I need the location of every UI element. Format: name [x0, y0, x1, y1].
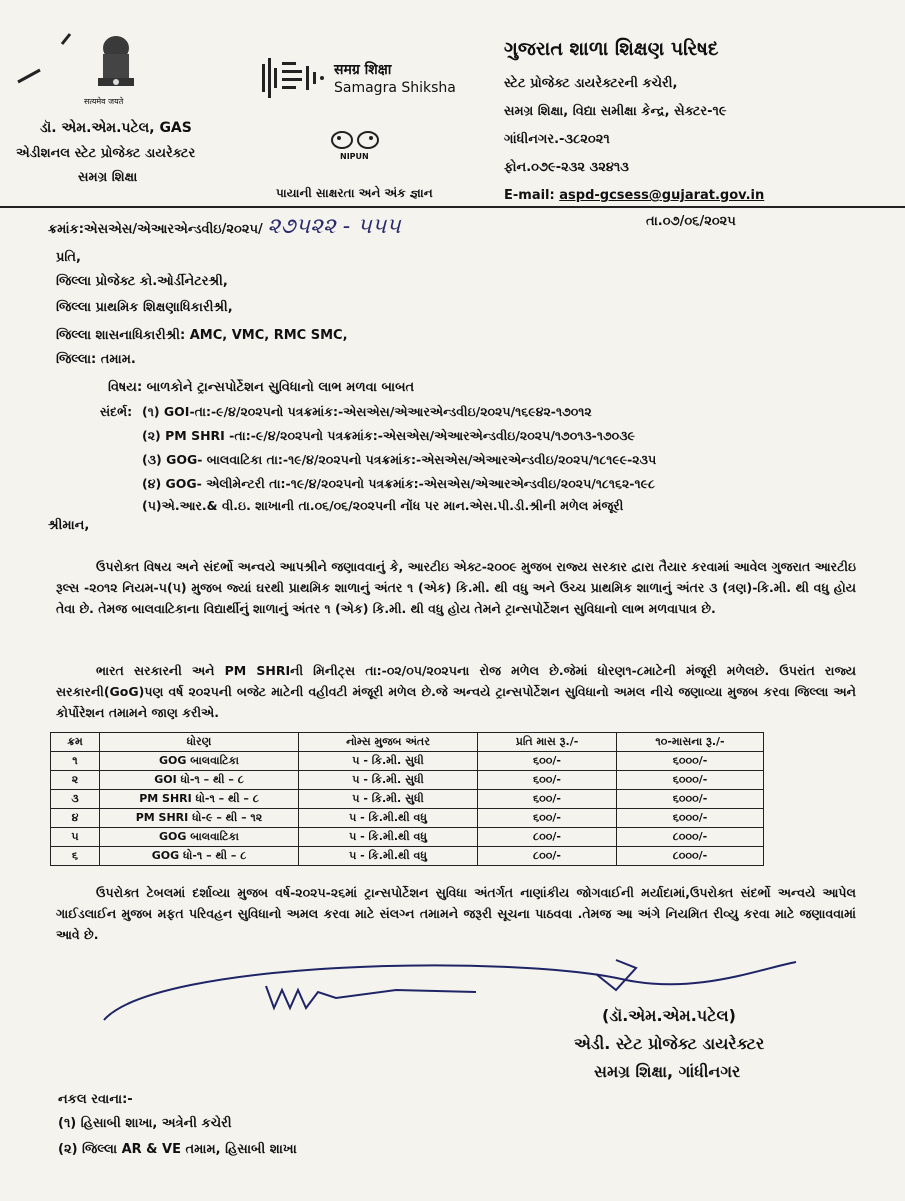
cell-standard: GOI ધો-૧ – થી – ૮	[100, 771, 299, 790]
national-emblem-icon	[86, 34, 146, 104]
address-line3: ગાંધીનગર.-૩૮૨૦૨૧	[504, 132, 610, 147]
table-header-row	[51, 733, 764, 752]
copy-2: (૨) જિલ્લા AR & VE તમામ, હિસાબી શાખા	[58, 1142, 297, 1157]
signatory-title: એડી. સ્ટેટ પ્રોજેક્ટ ડાયરેક્ટર	[574, 1034, 765, 1053]
table-row	[51, 809, 764, 828]
ref-no-printed: ક્રમાંક:એસએસ/એઆરએન્ડવીઇ/૨૦૨૫/	[48, 222, 263, 237]
copy-1: (૧) હિસાબી શાખા, અત્રેની કચેરી	[58, 1116, 232, 1131]
cell-ten-month: ૬૦૦૦/-	[617, 752, 764, 771]
cell-serial: ૫	[51, 828, 100, 847]
cell-distance: ૫ - કિ.મી. સુધી	[299, 790, 478, 809]
samagra-shiksha-logo-icon	[258, 54, 330, 104]
pen-mark-icon	[10, 30, 80, 90]
copy-label: નકલ રવાના:-	[58, 1092, 133, 1107]
to-label: પ્રતિ,	[56, 250, 81, 265]
officer-org: સમગ્ર શિક્ષા	[78, 170, 138, 185]
logo-gujarati: समग्र शिक्षा	[334, 62, 392, 78]
cell-standard: GOG બાલવાટિકા	[100, 828, 299, 847]
recipient-2: જિલ્લા પ્રાથમિક શિક્ષણાધિકારીશ્રી,	[56, 300, 233, 315]
salutation: શ્રીમાન,	[48, 518, 90, 533]
recipient-4: જિલ્લા: તમામ.	[56, 352, 136, 367]
cell-ten-month: ૬૦૦૦/-	[617, 790, 764, 809]
cell-monthly: ૬૦૦/-	[478, 790, 617, 809]
emblem-caption: सत्यमेव जयते	[84, 97, 124, 106]
col-header-standard: ધોરણ	[100, 733, 299, 752]
cell-distance: ૫ - કિ.મી. સુધી	[299, 752, 478, 771]
subject: વિષય: બાળકોને ટ્રાન્સપોર્ટેશન સુવિધાનો લાભ મળવા બાબત	[108, 380, 415, 395]
cell-serial: ૧	[51, 752, 100, 771]
table-row	[51, 828, 764, 847]
col-header-serial: ક્રમ	[51, 733, 100, 752]
cell-serial: ૨	[51, 771, 100, 790]
cell-standard: PM SHRI ધો-૯ – થી – ૧૨	[100, 809, 299, 828]
reference-5: (૫)એ.આર.& વી.ઇ. શાખાની તા.૦૬/૦૬/૨૦૨૫ની નોંધ પર માન.એસ.પી.ડી.શ્રીની મળેલ મંજૂરી	[142, 498, 624, 513]
paragraph-2: ભારત સરકારની અને PM SHRIની મિનીટ્સ તા:-૦૨/૦૫/૨૦૨૫ના રોજ મળેલ છે.જેમાં ધોરણ૧-૮માટેની મંજૂરી મળેલછે. ઉપરાંત રાજ્ય સરકારની(GoG)પણ વર્ષ ૨૦૨૫ની બજેટ માટેની વહીવટી મંજૂરી મળેલ છે.જે અન્વયે ટ્રાન્સપોર્ટેશન સુવિધાનો અમલ નીચે જણાવ્યા મુજબ કરવા જિલ્લા અને કોર્પોરેશન તમામને જાણ કરીએ.	[56, 663, 856, 720]
table-row	[51, 771, 764, 790]
table-row	[51, 847, 764, 866]
reference-1: (૧) GOI-તા:-૯/૪/૨૦૨૫નો પત્રક્રમાંક:-એસએસ/એઆરએન્ડવીઇ/૨૦૨૫/૧૬૯૪૨-૧૭૦૧૨	[142, 404, 592, 419]
signature-scribble-icon	[96, 950, 816, 1040]
references-label: સંદર્ભ:	[100, 404, 133, 419]
cell-distance: ૫ - કિ.મી.થી વધુ	[299, 847, 478, 866]
cell-standard: GOG બાલવાટિકા	[100, 752, 299, 771]
reference-3: (૩) GOG- બાલવાટિકા તા:-૧૯/૪/૨૦૨૫નો પત્રક્રમાંક:-એસએસ/એઆરએન્ડવીઇ/૨૦૨૫/૧૮૧૯૯-૨૩૫	[142, 452, 657, 467]
cell-serial: ૩	[51, 790, 100, 809]
cell-serial: ૬	[51, 847, 100, 866]
cell-distance: ૫ - કિ.મી.થી વધુ	[299, 809, 478, 828]
col-header-monthly: પ્રતિ માસ રૂ./-	[478, 733, 617, 752]
cell-distance: ૫ - કિ.મી.થી વધુ	[299, 828, 478, 847]
letter-date: તા.૦૭/૦૬/૨૦૨૫	[646, 214, 736, 229]
cell-serial: ૪	[51, 809, 100, 828]
email-label: E-mail:	[504, 188, 555, 203]
officer-name: ડૉ. એમ.એમ.પટેલ, GAS	[40, 120, 192, 136]
header-divider	[0, 206, 905, 208]
address-line2: સમગ્ર શિક્ષા, વિદ્યા સમીક્ષા કેન્દ્ર, સેક્ટર-૧૯	[504, 104, 727, 119]
signatory-org: સમગ્ર શિક્ષા, ગાંધીનગર	[594, 1062, 741, 1081]
tagline: પાયાની સાક્ષરતા અને અંક જ્ઞાન	[276, 186, 433, 200]
recipient-1: જિલ્લા પ્રોજેક્ટ કો.ઓર્ડીનેટરશ્રી,	[56, 274, 228, 289]
cell-ten-month: ૬૦૦૦/-	[617, 771, 764, 790]
nipun-label: NIPUN	[340, 152, 369, 161]
col-header-distance: નોમ્સ મુજબ અંતર	[299, 733, 478, 752]
nipun-logo-icon	[328, 128, 384, 152]
cell-monthly: ૬૦૦/-	[478, 809, 617, 828]
reference-2: (૨) PM SHRI -તા:-૯/૪/૨૦૨૫નો પત્રક્રમાંક:-એસએસ/એઆરએન્ડવીઇ/૨૦૨૫/૧૭૦૧૩-૧૭૦૩૯	[142, 428, 635, 443]
email-link[interactable]: aspd-gcsess@gujarat.gov.in	[559, 188, 765, 203]
email-line	[504, 188, 764, 203]
address-line1: સ્ટેટ પ્રોજેક્ટ ડાયરેક્ટરની કચેરી,	[504, 76, 678, 91]
cell-standard: GOG ધો-૧ – થી – ૮	[100, 847, 299, 866]
phone: ફોન.૦૭૯-૨૩૨ ૩૨૪૧૩	[504, 160, 629, 175]
transport-rates-table	[50, 732, 764, 866]
cell-monthly: ૮૦૦/-	[478, 847, 617, 866]
table-row	[51, 790, 764, 809]
logo-english: Samagra Shiksha	[334, 80, 456, 96]
signatory-name: (ડૉ.એમ.એમ.પટેલ)	[602, 1006, 736, 1025]
council-name: ગુજરાત શાળા શિક્ષણ પરિષદ	[504, 38, 719, 60]
paragraph-3: ઉપરોક્ત ટેબલમાં દર્શાવ્યા મુજબ વર્ષ-૨૦૨૫-૨૬માં ટ્રાન્સપોર્ટેશન સુવિધા અંતર્ગત નાણાંકીય જોગવાઈની મર્યાદામાં,ઉપરોક્ત સંદર્ભો અન્વયે આપેલ ગાઈડલાઈન મુજબ મફત પરિવહન સુવિધાનો અમલ કરવા માટે સંલગ્ન તમામને જરૂરી સૂચના પાઠવવા .તેમજ આ અંગે નિયમિત રીવ્યુ કરવા માટે જણાવવામાં આવે છે.	[56, 885, 856, 942]
col-header-ten-month: ૧૦-માસના રૂ./-	[617, 733, 764, 752]
cell-ten-month: ૮૦૦૦/-	[617, 847, 764, 866]
table-row	[51, 752, 764, 771]
cell-standard: PM SHRI ધો-૧ – થી – ૮	[100, 790, 299, 809]
officer-title: એડીશનલ સ્ટેટ પ્રોજેક્ટ ડાયરેક્ટર	[16, 146, 196, 161]
recipient-3: જિલ્લા શાસનાધિકારીશ્રી: AMC, VMC, RMC SMC,	[56, 328, 348, 343]
cell-distance: ૫ - કિ.મી. સુધી	[299, 771, 478, 790]
ref-no-handwritten: ૨૭૫૨૨ - ૫૫૫	[267, 214, 401, 239]
reference-4: (૪) GOG- એલીમેન્ટરી તા:-૧૯/૪/૨૦૨૫નો પત્રક્રમાંક:-એસએસ/એઆરએન્ડવીઇ/૨૦૨૫/૧૮૧૬૨-૧૯૮	[142, 476, 655, 491]
cell-monthly: ૬૦૦/-	[478, 752, 617, 771]
cell-ten-month: ૮૦૦૦/-	[617, 828, 764, 847]
reference-number	[48, 214, 401, 239]
paragraph-1: ઉપરોક્ત વિષય અને સંદર્ભો અન્વયે આપશ્રીને જણાવવાનું કે, આરટીઇ એક્ટ-૨૦૦૯ મુજબ રાજ્ય સરકાર દ્વારા તૈયાર કરવામાં આવેલ ગુજરાત આરટીઇ રૂલ્સ -૨૦૧૨ નિયમ-૫(૫) મુજબ જ્યાં ઘરથી પ્રાથમિક શાળાનું અંતર ૧ (એક) કિ.મી. થી વધુ અને ઉચ્ચ પ્રાથમિક શાળાનું અંતર ૩ (ત્રણ)-કિ.મી. થી વધુ હોય તેવા છે. તેમજ બાલવાટિકાના વિદ્યાર્થીનું શાળાનું અંતર ૧ (એક) કિ.મી. થી વધુ હોય તેમને ટ્રાન્સપોર્ટેશન સુવિધાનો લાભ મળવાપાત્ર છે.	[56, 559, 856, 616]
cell-monthly: ૮૦૦/-	[478, 828, 617, 847]
cell-ten-month: ૬૦૦૦/-	[617, 809, 764, 828]
cell-monthly: ૬૦૦/-	[478, 771, 617, 790]
